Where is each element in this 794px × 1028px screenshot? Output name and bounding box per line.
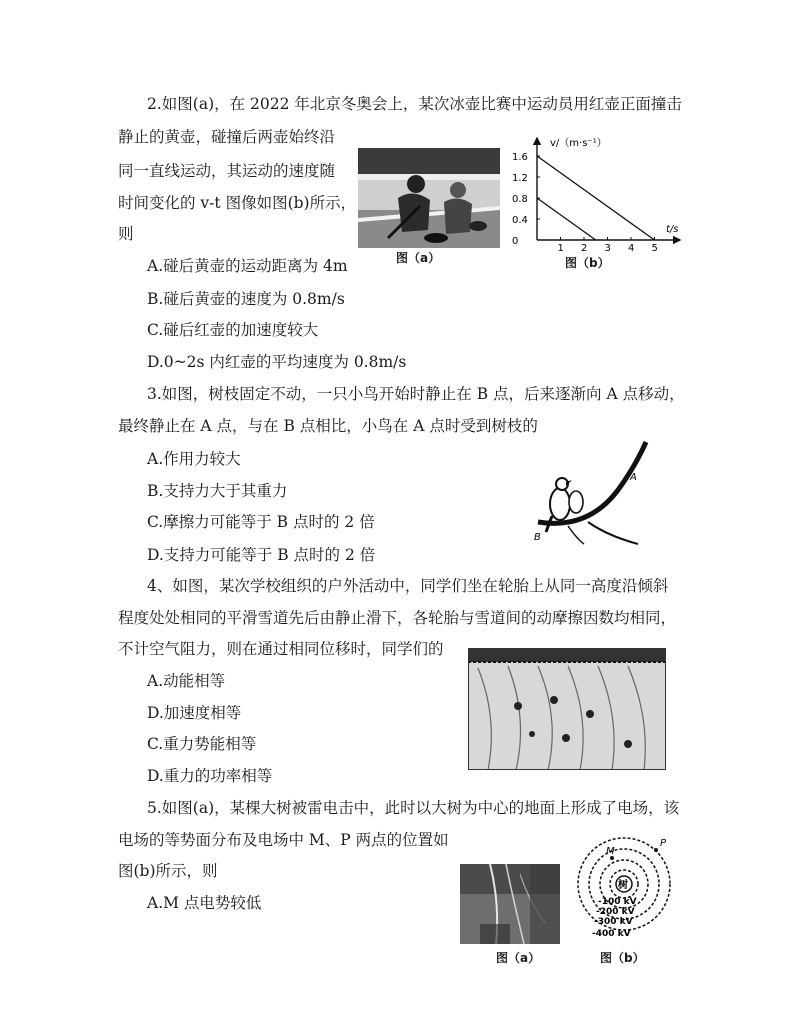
equipotential-figure	[574, 832, 674, 950]
y-tick-label: 1.2	[512, 173, 528, 184]
q4-option-d: D.重力的功率相等	[147, 767, 273, 785]
series-line-1	[537, 156, 655, 240]
y-tick-label: 1.6	[512, 152, 528, 163]
q3-option-d: D.支持力可能等于 B 点时的 2 倍	[147, 546, 376, 564]
x-tick-label: 1	[557, 243, 564, 252]
q5-fig-a-caption: 图（a）	[496, 951, 541, 965]
potential-label-3: -300 kV	[594, 917, 633, 927]
point-m-label: M	[606, 846, 615, 857]
q2-option-a: A.碰后黄壶的运动距离为 4m	[147, 257, 348, 275]
x-tick-label: 3	[604, 243, 611, 252]
q2-option-c: C.碰后红壶的加速度较大	[147, 321, 319, 339]
potential-label-1: -100 kV	[598, 897, 637, 907]
q3-line1: 3.如图，树枝固定不动，一只小鸟开始时静止在 B 点，后来逐渐向 A 点移动，	[147, 385, 685, 403]
x-axis-label: t/s	[666, 224, 679, 235]
q3-option-a: A.作用力较大	[147, 450, 241, 468]
q2-line5: 则	[118, 225, 134, 243]
tree-label: 树	[618, 880, 628, 891]
q2-line3: 同一直线运动，其运动的速度随	[118, 162, 336, 180]
series-line-2	[537, 198, 596, 240]
point-a-label: A	[630, 472, 637, 483]
point-p-label: P	[660, 838, 667, 849]
q4-option-c: C.重力势能相等	[147, 735, 257, 753]
y-tick-label: 0.8	[512, 194, 528, 205]
q2-option-b: B.碰后黄壶的速度为 0.8m/s	[147, 290, 345, 308]
q2-option-d: D.0~2s 内红壶的平均速度为 0.8m/s	[147, 353, 407, 371]
potential-label-2: -200 kV	[596, 907, 635, 917]
point-b-label: B	[534, 532, 541, 543]
q5-fig-b-caption: 图（b）	[600, 951, 645, 965]
curling-photo	[358, 148, 500, 248]
q3-line2: 最终静止在 A 点，与在 B 点相比，小鸟在 A 点时受到树枝的	[118, 417, 538, 435]
q2-fig-b-caption: 图（b）	[565, 256, 610, 270]
q4-line2: 程度处处相同的平滑雪道先后由静止滑下，各轮胎与雪道间的动摩擦因数均相同，	[118, 609, 677, 627]
point-p	[654, 848, 658, 852]
y-tick-label: 0	[512, 236, 519, 247]
vt-graph	[510, 134, 685, 252]
lightning-tree-photo	[460, 864, 560, 944]
x-tick-label: 2	[581, 243, 588, 252]
x-tick-label: 5	[651, 243, 658, 252]
y-axis-label: v/（m·s⁻¹）	[550, 138, 607, 149]
snow-slope-photo	[468, 648, 666, 770]
q2-line4: 时间变化的 v-t 图像如图(b)所示，	[118, 194, 357, 212]
q4-line1: 4、如图，某次学校组织的户外活动中，同学们坐在轮胎上从同一高度沿倾斜	[147, 577, 669, 595]
q2-line1: 2.如图(a)，在 2022 年北京冬奥会上，某次冰壶比赛中运动员用红壶正面撞击	[147, 95, 682, 113]
q3-option-b: B.支持力大于其重力	[147, 482, 288, 500]
q5-line1: 5.如图(a)，某棵大树被雷电击中，此时以大树为中心的地面上形成了电场，该	[147, 799, 680, 817]
q3-option-c: C.摩擦力可能等于 B 点时的 2 倍	[147, 513, 375, 531]
potential-label-4: -400 kV	[592, 929, 631, 939]
y-tick-label: 0.4	[512, 215, 528, 226]
x-tick-label: 4	[628, 243, 635, 252]
q5-line2: 电场的等势面分布及电场中 M、P 两点的位置如	[118, 831, 449, 849]
q4-line3: 不计空气阻力，则在通过相同位移时，同学们的	[118, 640, 444, 658]
q5-option-a: A.M 点电势较低	[147, 894, 262, 912]
q5-line3: 图(b)所示，则	[118, 862, 218, 880]
q2-fig-a-caption: 图（a）	[396, 251, 441, 265]
q2-line2: 静止的黄壶，碰撞后两壶始终沿	[118, 128, 336, 146]
bird-icon	[550, 488, 570, 520]
q4-option-a: A.动能相等	[147, 672, 226, 690]
bird-branch-figure	[528, 440, 653, 550]
q4-option-b: D.加速度相等	[147, 704, 242, 722]
